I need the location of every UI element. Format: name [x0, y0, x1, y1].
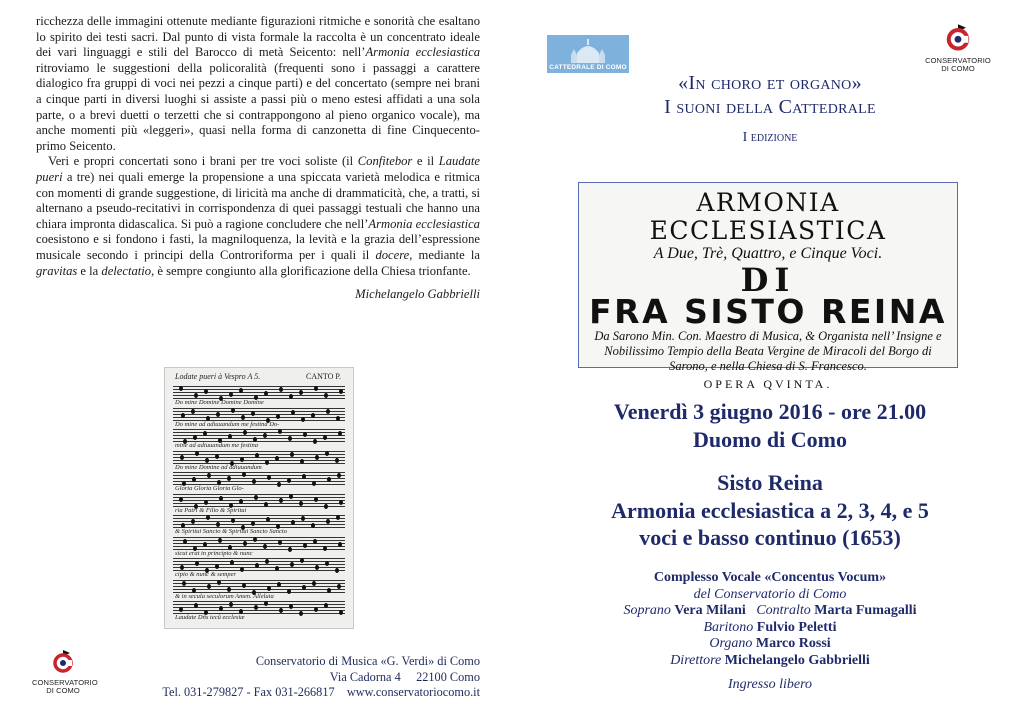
score-note: [254, 495, 258, 500]
score-note: [219, 496, 223, 501]
score-note: [182, 581, 186, 586]
score-note: [203, 431, 207, 436]
contralto-name: Marta Fumagalli: [814, 603, 917, 618]
admission-note: Ingresso libero: [727, 677, 813, 692]
festival-title: [580, 71, 960, 147]
score-note: [291, 410, 295, 415]
performers-list: [560, 570, 980, 669]
baritono-name: Fulvio Peletti: [756, 619, 837, 635]
score-lyric: Do mine Domine ad adiuuandum: [175, 463, 262, 471]
staff-line: [173, 478, 345, 479]
score-note: [290, 562, 294, 567]
score-lyric: & in secula seculorum Amen. Alleluia: [175, 592, 274, 600]
score-note: [326, 409, 330, 414]
baritono-role: Baritono: [703, 619, 754, 635]
score-note: [194, 603, 198, 608]
score-note: [302, 585, 306, 590]
cathedral-dome-icon: [547, 35, 629, 65]
event-place: Duomo di Como: [692, 427, 847, 452]
frontispiece-line6: OPERA QVINTA.: [703, 377, 833, 391]
score-note: [278, 540, 282, 545]
score-note: [265, 460, 269, 465]
direttore-role: Direttore: [670, 652, 722, 668]
score-staff: [173, 601, 345, 615]
contralto-role: Contralto: [756, 603, 811, 618]
essay-column: [36, 14, 480, 302]
score-note: [303, 432, 307, 437]
staff-line: [173, 518, 345, 519]
score-lyric: cipio & nunc & semper: [175, 571, 237, 578]
conservatorio-emblem-icon: [50, 648, 76, 674]
italic-term: gravitas: [36, 263, 78, 278]
score-note: [242, 583, 246, 588]
performers-row-direttore: [560, 653, 980, 670]
staff-line: [173, 521, 345, 522]
score-note: [301, 417, 305, 422]
score-lyric: sicut erat in principio & nunc: [175, 549, 253, 557]
cathedral-logo-caption: CATTEDRALE DI COMO: [549, 64, 627, 71]
staff-line: [173, 395, 345, 396]
score-note: [179, 497, 183, 502]
text-run: a tre) nei quali emerge la propensione a una spiccata varietà melodica e ritmica con momenti di grande suggestione, di liricità ma anche di drammaticità, che, a tratti, si alternano a pseudo-recitativi in corrispondenza di quei passaggi testuali che hanno una chiara impronta didascalica. Si può a ragione concludere che nell’: [36, 169, 480, 231]
performers-row-baritono: [560, 620, 980, 637]
score-note: [289, 604, 293, 609]
staff-line: [173, 610, 345, 611]
event-work-line1: Armonia ecclesiastica a 2, 3, 4, e 5: [611, 498, 929, 523]
address-line-2: Via Cadorna 4 22100 Como: [329, 669, 480, 684]
score-note: [323, 546, 327, 551]
score-note: [278, 429, 282, 434]
score-note: [289, 394, 293, 399]
staff-line: [173, 604, 345, 605]
frontispiece-line5: Da Sarono Min. Con. Maestro di Musica, & Organista nell’ Insigne e Nobilissimo Tempio della Beata Vergine de Miracoli del Borgo di Sarono, e nella Chiesa di S. Francesco.: [594, 329, 942, 373]
score-note: [324, 393, 328, 398]
text-run: e il: [412, 154, 439, 169]
score-note: [264, 601, 268, 606]
essay-text: [36, 14, 480, 279]
score-note: [288, 547, 292, 552]
text-run: , mediante la: [409, 247, 480, 262]
staff-line: [173, 414, 345, 415]
score-note: [315, 455, 319, 460]
frontispiece-line3: DI: [740, 261, 796, 299]
score-note: [231, 518, 235, 523]
score-note: [255, 563, 259, 568]
text-run: Veri e propri concertati sono i brani per tre voci soliste (il: [48, 154, 358, 169]
score-note: [219, 606, 223, 611]
staff-line: [173, 583, 345, 584]
address-line-1: Conservatorio di Musica «G. Verdi» di Como: [255, 654, 480, 668]
staff-line: [173, 558, 345, 559]
score-note: [181, 413, 185, 418]
direttore-name: Michelangelo Gabbrielli: [724, 652, 870, 668]
footer-address: [150, 654, 480, 701]
staff-line: [173, 389, 345, 390]
event-work-line2: voci e basso continuo (1653): [639, 525, 901, 550]
score-staff: [173, 386, 345, 400]
score-note: [215, 454, 219, 459]
score-note: [303, 543, 307, 548]
score-note: [339, 500, 343, 505]
staff-line: [173, 438, 345, 439]
staff-line: [173, 451, 345, 452]
score-note: [327, 477, 331, 482]
score-note: [194, 393, 198, 398]
italic-term: Laudate pueri: [36, 154, 480, 184]
essay-paragraph-2: [36, 154, 480, 279]
score-note: [335, 458, 339, 463]
score-note: [252, 479, 256, 484]
staff-line: [173, 546, 345, 547]
score-note: [204, 389, 208, 394]
score-note: [264, 502, 268, 507]
score-facsimile-image: [164, 367, 354, 629]
score-lyric: mine ad adiuuandum me festina: [175, 442, 259, 449]
score-note: [242, 472, 246, 477]
staff-line: [173, 417, 345, 418]
score-note: [255, 453, 259, 458]
score-note: [311, 523, 315, 528]
italic-term: Confitebor: [357, 154, 413, 169]
score-note: [289, 494, 293, 499]
score-note: [241, 415, 245, 420]
score-note: [314, 607, 318, 612]
score-note: [279, 608, 283, 613]
score-staff: [173, 408, 345, 422]
score-note: [267, 586, 271, 591]
score-note: [291, 520, 295, 525]
staff-line: [173, 580, 345, 581]
italic-term: Armonia ecclesiastica: [365, 45, 480, 60]
score-part: CANTO P.: [306, 372, 341, 381]
score-note: [215, 564, 219, 569]
score-note: [275, 456, 279, 461]
score-note: [336, 416, 340, 421]
score-note: [191, 519, 195, 524]
score-staff: [173, 537, 345, 551]
score-note: [313, 539, 317, 544]
frontispiece-line1: ARMONIA ECCLESIASTICA: [649, 188, 887, 245]
score-note: [315, 565, 319, 570]
score-lyric: Laudate Dñs tecũ ecclesiæ: [175, 614, 245, 621]
italic-term: docere: [375, 247, 410, 262]
frontispiece-image: [578, 182, 958, 391]
score-note: [205, 458, 209, 463]
score-note: [264, 391, 268, 396]
score-note: [195, 561, 199, 566]
score-note: [192, 477, 196, 482]
score-note: [300, 558, 304, 563]
festival-edition: I edizione: [742, 130, 798, 145]
score-note: [207, 584, 211, 589]
score-note: [263, 544, 267, 549]
score-note: [267, 475, 271, 480]
score-note: [180, 565, 184, 570]
soprano-name: Vera Milani: [674, 603, 746, 618]
score-note: [277, 482, 281, 487]
score-lyric: Do mine ad adiuuandum me festina Do-: [175, 420, 280, 428]
score-note: [254, 605, 258, 610]
score-note: [227, 476, 231, 481]
staff-line: [173, 540, 345, 541]
score-staff: [173, 515, 345, 529]
logo-text-line2: DI COMO: [46, 686, 80, 695]
staff-line: [173, 497, 345, 498]
score-header: Lodate pueri à Vespro A 5.: [175, 372, 261, 381]
staff-line: [173, 386, 345, 387]
score-note: [302, 474, 306, 479]
score-note: [338, 431, 342, 436]
event-date: Venerdì 3 giugno 2016 - ore 21.00: [613, 399, 927, 424]
festival-title-line1: «In choro et organo»: [678, 72, 862, 94]
text-run: ricchezza delle immagini ottenute mediante figurazioni ritmiche e sonorità che esaltano lo spirito dei testi sacri. Dal punto di vista formale la raccolta è un concentrato ideale dei vari linguaggi e stili del Barocco di metà Seicento: nell’: [36, 14, 480, 60]
organo-role: Organo: [709, 636, 753, 651]
score-staff: [173, 494, 345, 508]
score-note: [326, 519, 330, 524]
score-note: [275, 566, 279, 571]
score-lyric: ria Patri & Filio & Spiritui: [175, 506, 247, 514]
staff-line: [173, 429, 345, 430]
staff-line: [173, 435, 345, 436]
score-note: [179, 607, 183, 612]
score-note: [183, 539, 187, 544]
score-note: [240, 457, 244, 462]
score-note: [287, 589, 291, 594]
score-staff: [173, 472, 345, 486]
staff-line: [173, 524, 345, 525]
staff-line: [173, 607, 345, 608]
staff-line: [173, 503, 345, 504]
conservatorio-logo-header: [918, 22, 998, 73]
italic-term: Armonia ecclesiastica: [368, 216, 480, 231]
event-composer: Sisto Reina: [717, 470, 823, 495]
score-note: [327, 588, 331, 593]
score-lyric: Gloria Gloria Gloria Glo-: [175, 485, 244, 492]
text-run: e la: [77, 263, 102, 278]
text-run: , è sempre congiunto alla glorificazione della Chiesa trionfante.: [151, 263, 471, 278]
score-note: [314, 386, 318, 391]
score-note: [179, 386, 183, 391]
conservatorio-logo-footer: [32, 648, 98, 695]
score-note: [216, 412, 220, 417]
score-note: [339, 610, 343, 615]
performers-row-organo: [560, 636, 980, 653]
score-lyric: Do mine Domine Domine Domine: [175, 399, 264, 406]
score-note: [339, 389, 343, 394]
staff-line: [173, 543, 345, 544]
score-note: [312, 481, 316, 486]
score-note: [337, 584, 341, 589]
staff-line: [173, 472, 345, 473]
staff-line: [173, 392, 345, 393]
logo-text-line1: CONSERVATORIO: [925, 56, 991, 65]
staff-line: [173, 589, 345, 590]
frontispiece-line4: FRA SISTO REINA: [589, 292, 947, 331]
score-note: [203, 542, 207, 547]
score-note: [230, 560, 234, 565]
score-note: [229, 602, 233, 607]
score-note: [195, 451, 199, 456]
score-note: [193, 435, 197, 440]
score-note: [290, 452, 294, 457]
address-line-3: Tel. 031-279827 - Fax 031-266817 www.conservatoriocomo.it: [162, 685, 480, 699]
staff-line: [173, 460, 345, 461]
logo-text-line2: DI COMO: [941, 64, 975, 73]
staff-line: [173, 601, 345, 602]
score-staff: [173, 558, 345, 572]
score-note: [276, 414, 280, 419]
score-note: [239, 388, 243, 393]
score-note: [243, 541, 247, 546]
score-note: [180, 455, 184, 460]
score-note: [324, 603, 328, 608]
ensemble-name: Complesso Vocale «Concentus Vocum»: [653, 570, 887, 585]
score-note: [287, 478, 291, 483]
score-note: [312, 581, 316, 586]
score-note: [240, 567, 244, 572]
score-staff: [173, 580, 345, 594]
score-note: [325, 451, 329, 456]
score-note: [337, 473, 341, 478]
score-note: [277, 582, 281, 587]
score-note: [253, 537, 257, 542]
score-note: [217, 580, 221, 585]
score-note: [325, 561, 329, 566]
staff-line: [173, 515, 345, 516]
staff-line: [173, 537, 345, 538]
score-note: [191, 409, 195, 414]
festival-title-line2: I suoni della Cattedrale: [664, 96, 876, 118]
frontispiece-line2: A Due, Trè, Quattro, e Cinque Voci.: [653, 245, 883, 262]
score-note: [313, 439, 317, 444]
score-note: [311, 413, 315, 418]
score-note: [299, 501, 303, 506]
ensemble-sub: del Conservatorio di Como: [693, 586, 847, 602]
score-note: [239, 499, 243, 504]
score-note: [251, 411, 255, 416]
score-note: [227, 587, 231, 592]
event-details: [560, 398, 980, 551]
score-note: [229, 392, 233, 397]
staff-line: [173, 586, 345, 587]
staff-line: [173, 411, 345, 412]
score-note: [300, 459, 304, 464]
staff-line: [173, 457, 345, 458]
score-note: [314, 497, 318, 502]
score-note: [265, 559, 269, 564]
staff-line: [173, 500, 345, 501]
essay-paragraph-1: [36, 14, 480, 154]
score-note: [338, 542, 342, 547]
italic-term: delectatio: [101, 263, 152, 278]
score-note: [324, 504, 328, 509]
score-note: [323, 435, 327, 440]
essay-author: Michelangelo Gabbrielli: [355, 287, 480, 302]
score-note: [288, 436, 292, 441]
score-note: [299, 611, 303, 616]
soprano-role: Soprano: [623, 603, 671, 618]
cathedral-logo: [547, 35, 629, 73]
score-lyric: & Spiritui Sancto & Spiritui Sancto Sancto: [175, 528, 287, 535]
score-note: [251, 521, 255, 526]
score-note: [216, 522, 220, 527]
score-note: [336, 515, 340, 520]
staff-line: [173, 567, 345, 568]
staff-line: [173, 481, 345, 482]
organo-name: Marco Rossi: [755, 636, 831, 651]
score-staff: [173, 429, 345, 443]
score-note: [301, 516, 305, 521]
score-note: [204, 500, 208, 505]
score-note: [279, 387, 283, 392]
score-note: [207, 473, 211, 478]
staff-line: [173, 475, 345, 476]
score-note: [231, 408, 235, 413]
performers-row-voices: [560, 603, 980, 620]
logo-text-line1: CONSERVATORIO: [32, 678, 98, 687]
score-note: [263, 433, 267, 438]
score-note: [243, 430, 247, 435]
score-staff: [173, 451, 345, 465]
conservatorio-emblem-icon: [943, 22, 973, 52]
score-note: [218, 538, 222, 543]
staff-line: [173, 408, 345, 409]
score-note: [279, 498, 283, 503]
text-run: ritroviamo le suggestioni della policoralità (frequenti sono i passaggi a carattere dialogico fra gruppi di voci nei pezzi a cinque parti) e del concertato (sempre nei brani a cinque parti in diversi luoghi si assiste a passi più o meno estesi affidati a una sola parte, o a brevi duetti o terzetti che si contrappongono al pieno organico vocale), ma anche momenti più «leggeri», quasi nella forma di canzonetta di fine Cinquecento-primo Seicento.: [36, 60, 480, 153]
score-note: [266, 517, 270, 522]
staff-line: [173, 494, 345, 495]
score-note: [228, 434, 232, 439]
score-note: [299, 390, 303, 395]
staff-line: [173, 432, 345, 433]
score-note: [206, 515, 210, 520]
score-note: [335, 568, 339, 573]
text-run: coesistono e si fondono i fasti, la magniloquenza, la levità e la grazia dell’espressione musicale secondo i principi della Controriforma per i quali il: [36, 232, 480, 262]
